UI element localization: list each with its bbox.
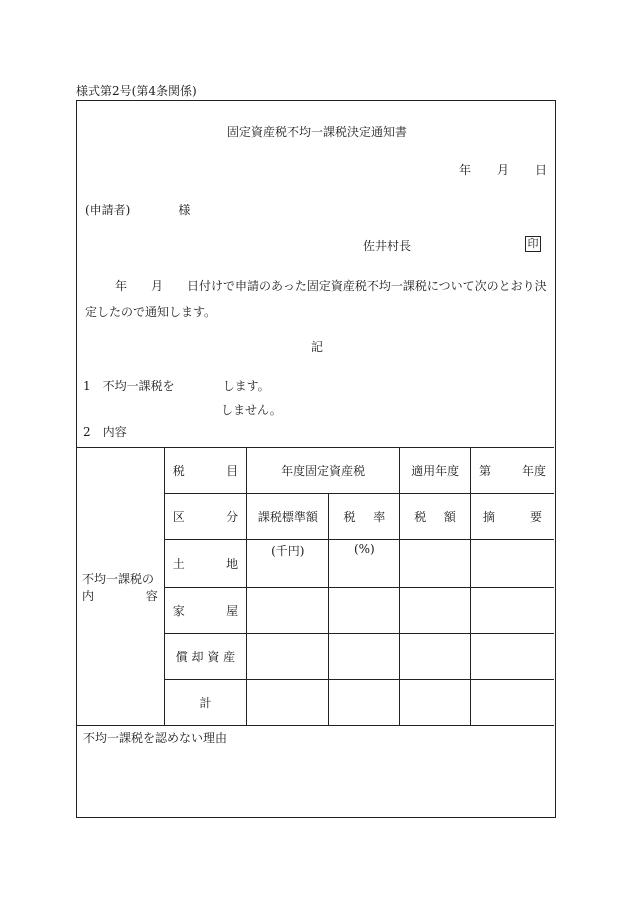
item-1-option-not: しません。 bbox=[221, 403, 282, 417]
item-2: 2 内容 bbox=[83, 425, 127, 439]
seal-mark: 印 bbox=[525, 236, 541, 252]
header-zei: 税 bbox=[172, 464, 185, 478]
header-moku: 目 bbox=[226, 464, 239, 478]
header-rate-zei: 税 bbox=[343, 510, 356, 524]
form-number-label: 様式第2号(第4条関係) bbox=[76, 84, 197, 98]
cell-total-base bbox=[247, 680, 329, 726]
cell-house-base bbox=[247, 588, 329, 634]
document-title: 固定資産税不均一課税決定通知書 bbox=[226, 125, 407, 139]
date-year: 年 bbox=[459, 163, 472, 177]
row-label-depreciable: 償 却 資 産 bbox=[164, 634, 246, 680]
cell-total-rate bbox=[329, 680, 400, 726]
header-amount-gaku: 額 bbox=[443, 510, 456, 524]
cell-house-rate bbox=[329, 588, 400, 634]
notice-body-text: 年 月 日付けで申請のあった固定資産税不均一課税について次のとおり決定したので通知します。 bbox=[85, 279, 547, 319]
header-you: 要 bbox=[529, 510, 542, 524]
header-tax-amount bbox=[400, 494, 471, 540]
header-teki: 摘 bbox=[482, 510, 495, 524]
side-label-you: 容 bbox=[145, 588, 158, 603]
issuer-name: 佐井村長 bbox=[363, 239, 412, 253]
header-rate-ritsu: 率 bbox=[373, 510, 386, 524]
row-label-total: 計 bbox=[164, 680, 246, 726]
cell-dep-rate bbox=[329, 634, 400, 680]
header-tax-rate bbox=[329, 494, 400, 540]
row-house-a: 家 bbox=[172, 604, 185, 618]
side-label-uchi: 内 bbox=[82, 588, 95, 603]
header-nendo: 年度 bbox=[521, 464, 546, 478]
unit-thousand-yen: (千円) bbox=[247, 540, 329, 588]
header-tax-base: 課税標準額 bbox=[247, 494, 329, 540]
cell-land-remarks bbox=[470, 540, 554, 588]
issue-date bbox=[459, 161, 547, 178]
cell-house-remarks bbox=[470, 588, 554, 634]
notice-form bbox=[76, 100, 556, 818]
cell-dep-amount bbox=[400, 634, 471, 680]
row-land-a: 土 bbox=[172, 557, 185, 571]
item-1-option-do: します。 bbox=[222, 379, 270, 393]
side-label-cell bbox=[76, 448, 164, 726]
date-month: 月 bbox=[497, 163, 510, 177]
header-fiscal-tax: 年度固定資産税 bbox=[247, 448, 400, 494]
applicant-honorific: 様 bbox=[178, 203, 191, 217]
detail-table bbox=[76, 447, 554, 726]
row-land-b: 地 bbox=[226, 557, 239, 571]
cell-dep-remarks bbox=[470, 634, 554, 680]
reason-label: 不均一課税を認めない理由 bbox=[83, 731, 228, 745]
cell-total-amount bbox=[400, 680, 471, 726]
cell-land-amount bbox=[400, 540, 471, 588]
table-header-row-1 bbox=[76, 448, 554, 494]
item-1 bbox=[83, 377, 270, 394]
item-1-label: 1 不均一課税を bbox=[83, 379, 175, 393]
header-bun: 分 bbox=[226, 510, 239, 524]
header-ku: 区 bbox=[172, 510, 185, 524]
applicant-label: (申請者) bbox=[85, 203, 131, 217]
row-label-land bbox=[164, 540, 246, 588]
header-dai: 第 bbox=[478, 464, 491, 478]
date-day: 日 bbox=[535, 163, 548, 177]
cell-dep-base bbox=[247, 634, 329, 680]
header-remarks bbox=[470, 494, 554, 540]
header-nth-year bbox=[470, 448, 554, 494]
header-apply-year: 適用年度 bbox=[400, 448, 471, 494]
header-zeimoku bbox=[164, 448, 246, 494]
header-kubun bbox=[164, 494, 246, 540]
applicant-line bbox=[85, 201, 190, 218]
ki-heading: 記 bbox=[310, 340, 323, 354]
row-label-house bbox=[164, 588, 246, 634]
header-amount-zei: 税 bbox=[414, 510, 427, 524]
side-label-line1: 不均一課税の bbox=[82, 571, 155, 586]
side-label-line2 bbox=[82, 587, 158, 604]
row-house-b: 屋 bbox=[226, 604, 239, 618]
cell-house-amount bbox=[400, 588, 471, 634]
cell-total-remarks bbox=[470, 680, 554, 726]
unit-percent: (%) bbox=[329, 540, 400, 588]
